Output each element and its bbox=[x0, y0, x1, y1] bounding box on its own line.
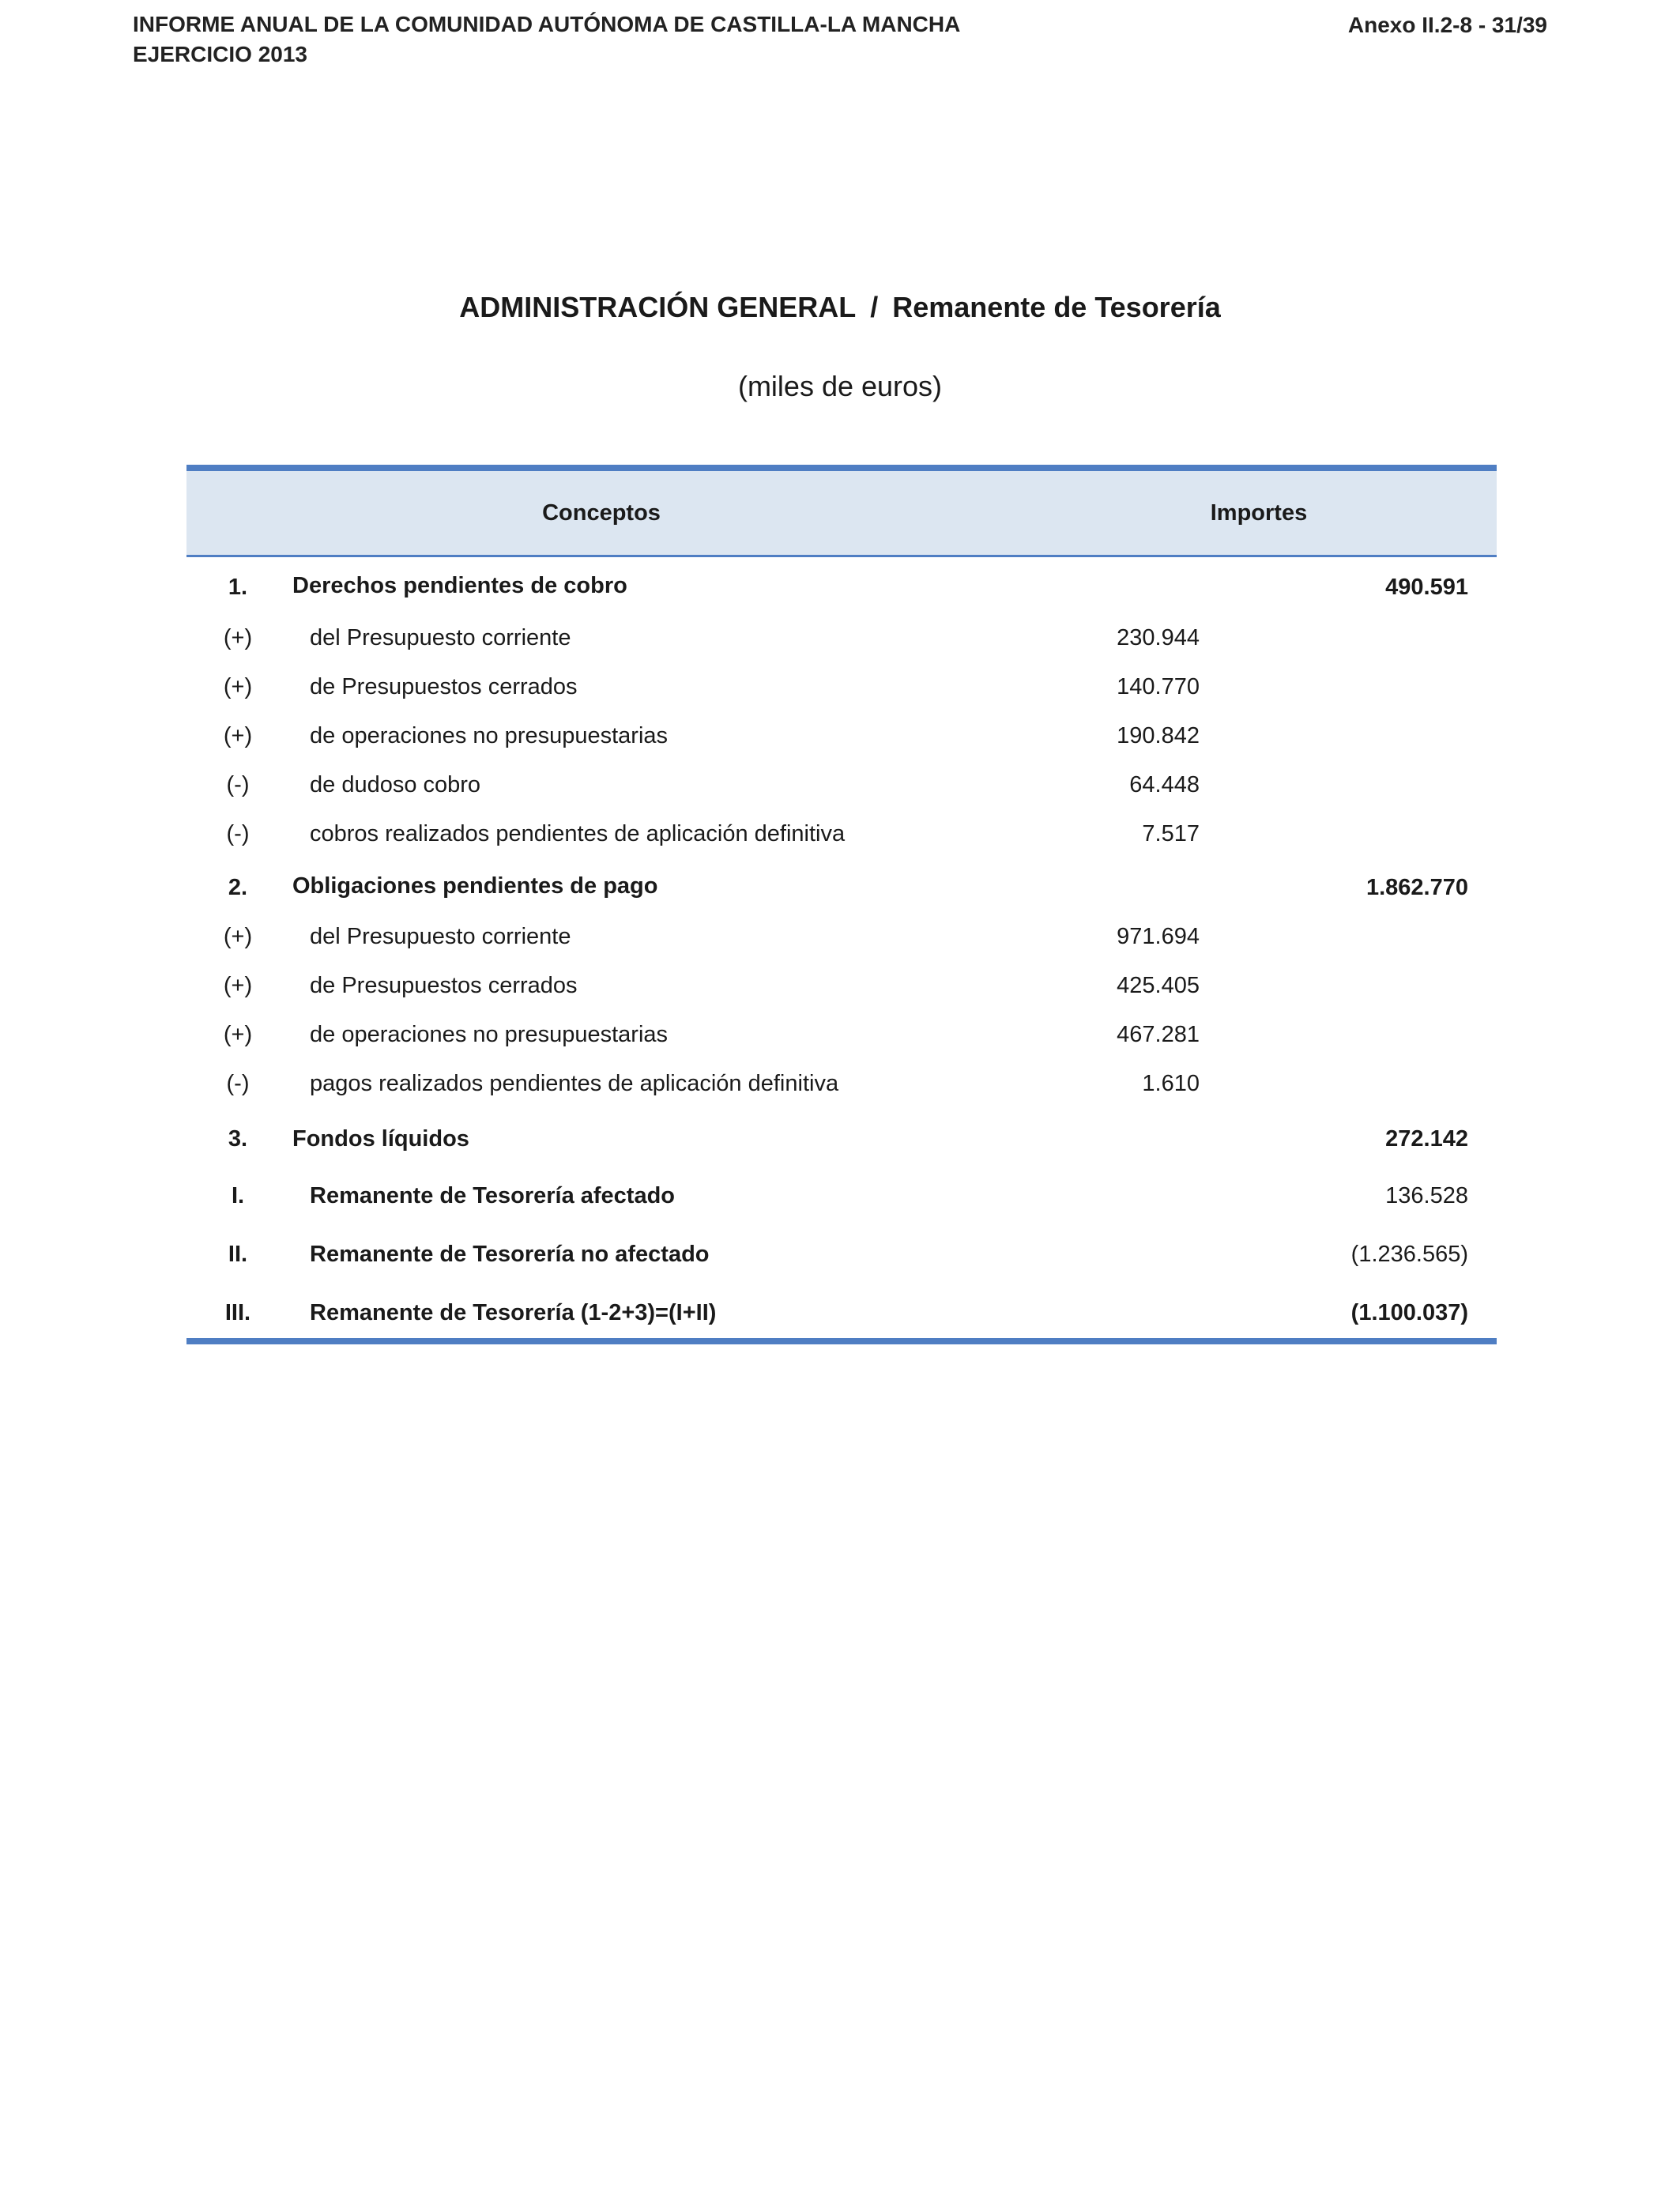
report-title: INFORME ANUAL DE LA COMUNIDAD AUTÓNOMA DE CASTILLA-LA MANCHA bbox=[133, 12, 961, 36]
row-subamount: 1.610 bbox=[1142, 1071, 1200, 1096]
row-subamount: 230.944 bbox=[1117, 625, 1200, 650]
row-label: Obligaciones pendientes de pago bbox=[292, 873, 658, 899]
row-subamount: 64.448 bbox=[1129, 772, 1200, 797]
table-row bbox=[186, 1221, 1497, 1280]
row-label: de dudoso cobro bbox=[310, 772, 481, 797]
row-label: Remanente de Tesorería no afectado bbox=[310, 1242, 710, 1267]
row-subamount: 467.281 bbox=[1117, 1022, 1200, 1047]
row-label: de Presupuestos cerrados bbox=[310, 973, 578, 998]
annex-page-number: Anexo II.2-8 - 31/39 bbox=[1347, 13, 1547, 37]
table-bottom-rule bbox=[186, 1338, 1497, 1344]
row-label: de Presupuestos cerrados bbox=[310, 674, 578, 699]
row-sign: (+) bbox=[223, 723, 253, 748]
row-subamount: 425.405 bbox=[1117, 973, 1200, 998]
row-subamount: 971.694 bbox=[1117, 924, 1200, 949]
table-row bbox=[186, 1008, 1497, 1057]
row-sign: (-) bbox=[226, 821, 250, 846]
table-row bbox=[186, 1163, 1497, 1221]
row-sign: (+) bbox=[223, 924, 253, 949]
row-sign: (+) bbox=[223, 973, 253, 998]
table-header bbox=[186, 465, 1497, 557]
page-title-separator: / bbox=[870, 291, 879, 323]
row-label: Fondos líquidos bbox=[292, 1126, 469, 1152]
row-label: Derechos pendientes de cobro bbox=[292, 573, 627, 598]
row-number: 3. bbox=[228, 1126, 248, 1152]
units-caption: (miles de euros) bbox=[737, 370, 943, 402]
table-row bbox=[186, 758, 1497, 807]
row-label: Remanente de Tesorería (1-2+3)=(I+II) bbox=[310, 1300, 717, 1325]
row-sign: (+) bbox=[223, 625, 253, 650]
row-total: 136.528 bbox=[1385, 1183, 1468, 1208]
table-row bbox=[186, 557, 1497, 611]
table-row bbox=[186, 856, 1497, 910]
page-title-right: Remanente de Tesorería bbox=[892, 291, 1221, 323]
row-number: I. bbox=[231, 1183, 245, 1208]
table-row bbox=[186, 1280, 1497, 1338]
report-header bbox=[133, 9, 960, 70]
row-total: 272.142 bbox=[1385, 1126, 1468, 1152]
table-row bbox=[186, 1057, 1497, 1106]
row-sign: (-) bbox=[226, 772, 250, 797]
row-label: del Presupuesto corriente bbox=[310, 924, 571, 949]
row-label: pagos realizados pendientes de aplicación definitiva bbox=[310, 1071, 839, 1096]
table-row bbox=[186, 709, 1497, 758]
row-number: 2. bbox=[228, 875, 248, 900]
row-label: del Presupuesto corriente bbox=[310, 625, 571, 650]
row-subamount: 140.770 bbox=[1117, 674, 1200, 699]
page-title bbox=[0, 291, 1680, 324]
column-header-amounts: Importes bbox=[1210, 500, 1308, 526]
row-subamount: 7.517 bbox=[1142, 821, 1200, 846]
row-label: de operaciones no presupuestarias bbox=[310, 723, 669, 748]
table-row bbox=[186, 1106, 1497, 1163]
row-number: 1. bbox=[228, 575, 248, 600]
table-row bbox=[186, 910, 1497, 959]
row-label: Remanente de Tesorería afectado bbox=[310, 1183, 676, 1208]
row-sign: (+) bbox=[223, 1022, 253, 1047]
report-year: EJERCICIO 2013 bbox=[133, 42, 307, 66]
row-subamount: 190.842 bbox=[1117, 723, 1200, 748]
column-header-concepts: Conceptos bbox=[542, 500, 661, 526]
row-number: III. bbox=[224, 1300, 251, 1325]
treasury-remainder-table bbox=[186, 465, 1497, 1344]
page-title-left: ADMINISTRACIÓN GENERAL bbox=[459, 291, 857, 323]
table-row bbox=[186, 807, 1497, 856]
row-label: de operaciones no presupuestarias bbox=[310, 1022, 669, 1047]
row-label: cobros realizados pendientes de aplicación definitiva bbox=[310, 821, 846, 846]
row-sign: (-) bbox=[226, 1071, 250, 1096]
row-total: (1.100.037) bbox=[1350, 1300, 1468, 1325]
table-row bbox=[186, 959, 1497, 1008]
row-total: 1.862.770 bbox=[1365, 875, 1468, 900]
table-row bbox=[186, 611, 1497, 660]
row-sign: (+) bbox=[223, 674, 253, 699]
row-total: 490.591 bbox=[1385, 575, 1468, 600]
row-total: (1.236.565) bbox=[1350, 1242, 1468, 1267]
table-row bbox=[186, 660, 1497, 709]
row-number: II. bbox=[228, 1242, 248, 1267]
